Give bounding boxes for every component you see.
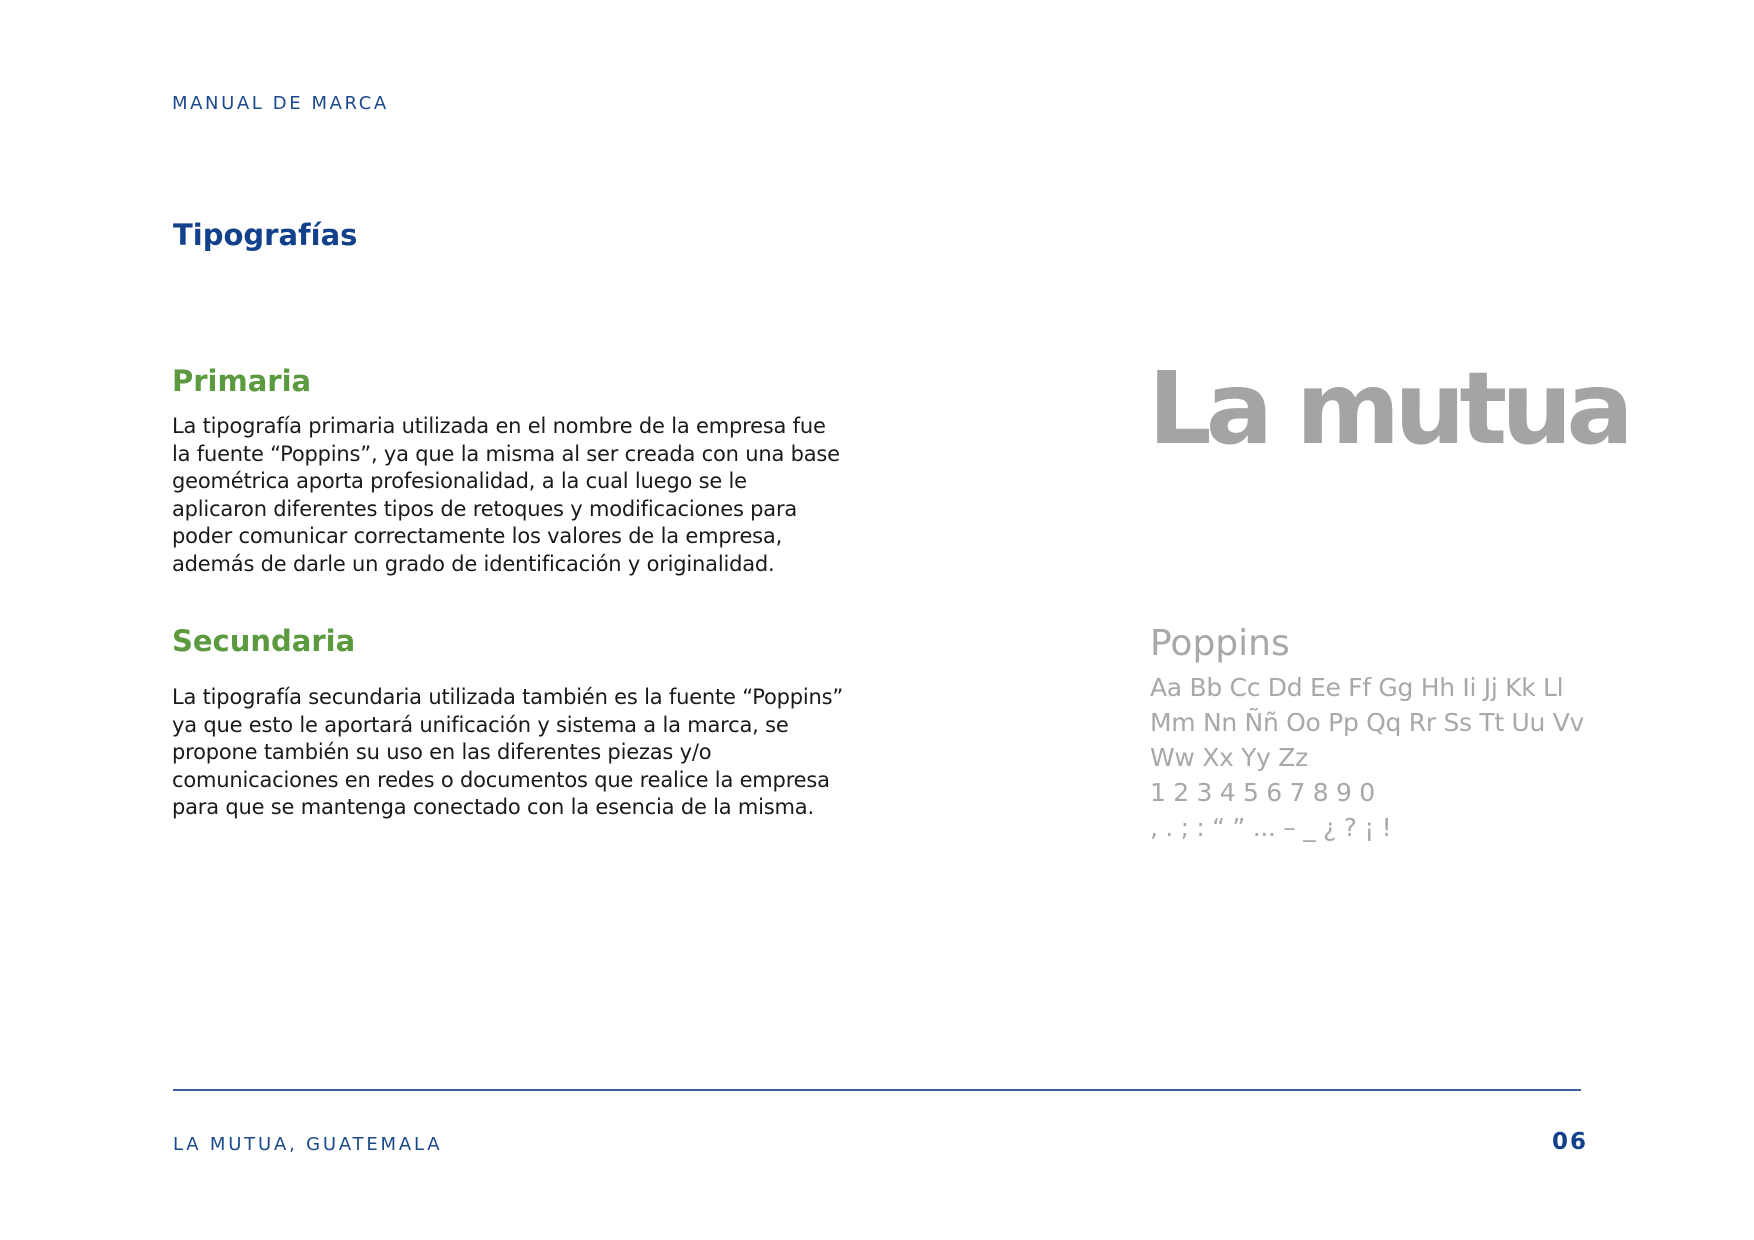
primary-body-text: La tipografía primaria utilizada en el nombre de la empresa fue la fuente “Poppins”, ya que la misma al ser creada con una base geométrica aporta profesionalidad, a la cual luego se le aplicaron diferentes tipos de retoques y modificaciones para poder comunicar correctamente los valores de la empresa, además de darle un grado de identificación y originalidad. bbox=[172, 414, 840, 576]
footer-divider bbox=[173, 1089, 1581, 1091]
glyph-line-punctuation: , . ; : “ ” ... – _ ¿ ? ¡ ! bbox=[1150, 813, 1392, 842]
glyph-line-numbers: 1 2 3 4 5 6 7 8 9 0 bbox=[1150, 778, 1375, 807]
primary-heading: Primaria bbox=[172, 364, 312, 398]
font-name: Poppins bbox=[1150, 623, 1290, 664]
glyph-line-uppercase-lowercase-3: Ww Xx Yy Zz bbox=[1150, 743, 1308, 772]
glyph-line-uppercase-lowercase-2: Mm Nn Ññ Oo Pp Qq Rr Ss Tt Uu Vv bbox=[1150, 708, 1585, 737]
wordmark-specimen: La mutua bbox=[1148, 350, 1628, 467]
page-title: Tipografías bbox=[173, 218, 358, 252]
secondary-body-text: La tipografía secundaria utilizada también es la fuente “Poppins” ya que esto le aportará unificación y sistema a la marca, se propone también su uso en las diferentes piezas y/o comunicaciones en redes o documentos que realice la empresa para que se mantenga conectado con la esencia de la misma. bbox=[172, 685, 844, 819]
secondary-heading: Secundaria bbox=[172, 624, 356, 658]
header-label: MANUAL DE MARCA bbox=[172, 93, 389, 114]
glyph-specimen bbox=[1150, 670, 1610, 845]
glyph-line-uppercase-lowercase-1: Aa Bb Cc Dd Ee Ff Gg Hh Ii Jj Kk Ll bbox=[1150, 673, 1564, 702]
footer-label: LA MUTUA, GUATEMALA bbox=[173, 1134, 443, 1155]
page-number: 06 bbox=[1551, 1129, 1588, 1155]
